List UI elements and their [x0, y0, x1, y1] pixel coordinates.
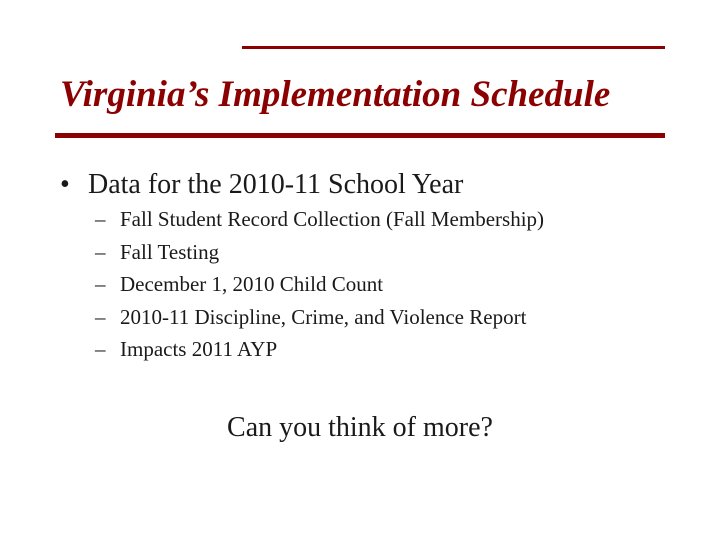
slide-title: Virginia’s Implementation Schedule — [60, 74, 611, 115]
list-item — [95, 301, 544, 334]
bullet-marker: • — [60, 169, 70, 200]
closing-question: Can you think of more? — [227, 412, 493, 443]
list-item — [95, 236, 544, 269]
list-item — [95, 333, 544, 366]
sub-item-text: Impacts 2011 AYP — [120, 337, 278, 361]
main-bullet — [60, 165, 463, 205]
list-item — [95, 268, 544, 301]
main-bullet-text: Data for the 2010-11 School Year — [88, 169, 464, 200]
title-underline-rule — [55, 133, 665, 138]
top-divider-rule — [242, 46, 665, 49]
dash-marker: – — [95, 304, 106, 329]
sub-item-text: 2010-11 Discipline, Crime, and Violence Report — [120, 304, 527, 329]
dash-marker: – — [95, 272, 106, 296]
dash-marker: – — [95, 207, 106, 231]
list-item — [95, 203, 544, 236]
sub-item-text: Fall Student Record Collection (Fall Membership) — [120, 207, 545, 231]
dash-marker: – — [95, 239, 106, 264]
sub-item-text: Fall Testing — [120, 239, 220, 264]
sub-item-text: December 1, 2010 Child Count — [120, 272, 384, 296]
dash-marker: – — [95, 337, 106, 361]
sub-bullet-list — [95, 203, 544, 366]
